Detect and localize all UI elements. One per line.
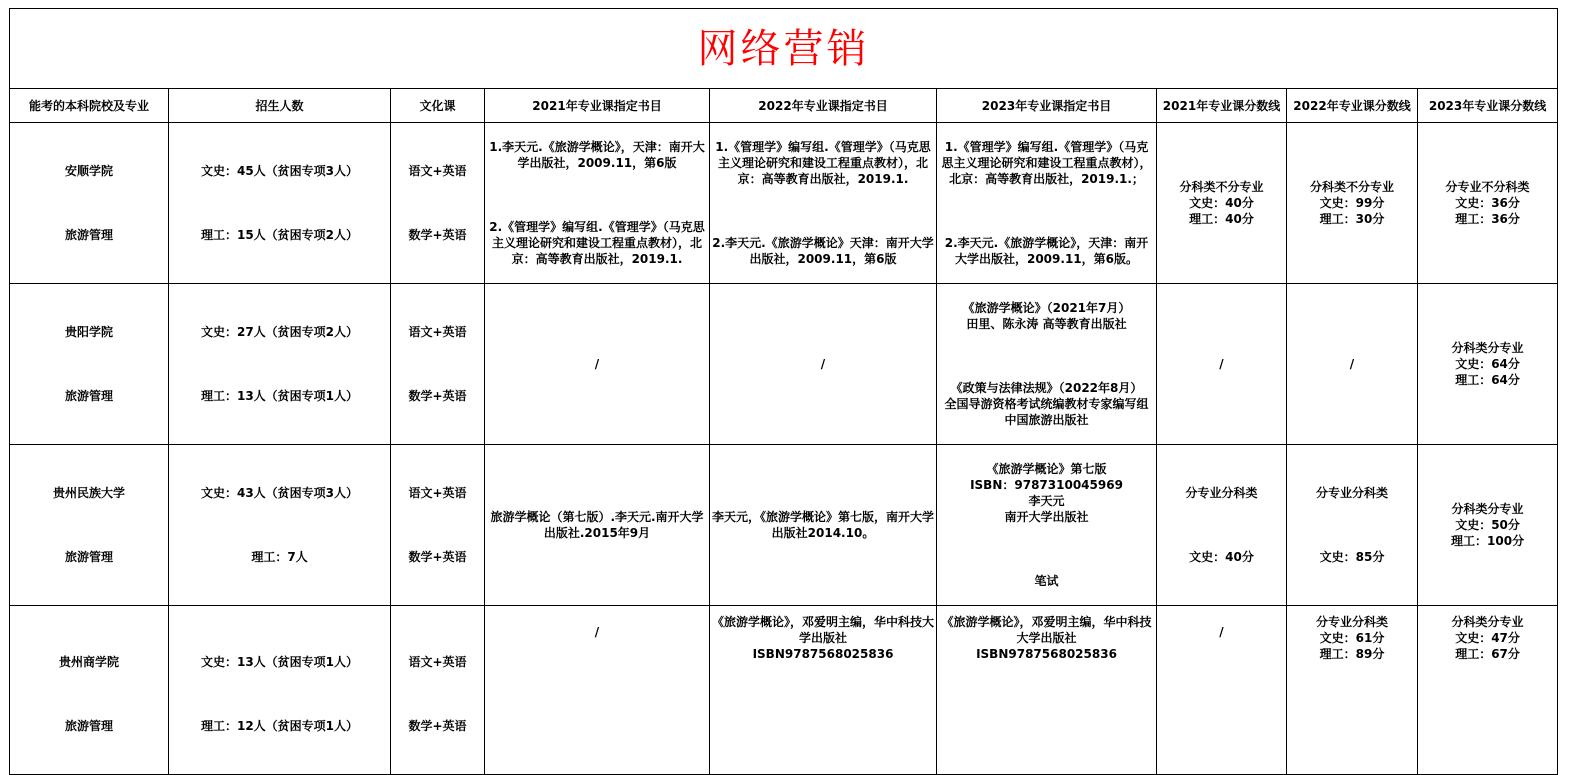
major-name: 旅游管理 — [64, 719, 113, 733]
course-cell — [391, 445, 485, 606]
spreadsheet — [9, 8, 1567, 733]
school-name: 贵州商学院 — [58, 655, 119, 669]
school-name: 贵州民族大学 — [52, 486, 125, 500]
score-2023-cell: 分科类分专业 文史：64分 理工：64分 — [1418, 284, 1558, 445]
books-2022-cell: / — [710, 284, 937, 445]
plan-wen: 文史：27人（贫困专项2人） — [200, 325, 359, 339]
score-2021-type: 分专业分科类 — [1185, 486, 1258, 500]
score-2021-cell: 分科类不分专业 文史：40分 理工：40分 — [1157, 123, 1287, 284]
books-2022-item: 2.李天元.《旅游学概论》天津：南开大学出版社，2009.11，第6版 — [712, 236, 934, 266]
score-2022-cell: 分专业分科类 文史：61分 理工：89分 — [1287, 606, 1418, 775]
score-2022-cell: / — [1287, 284, 1418, 445]
books-2023-cell — [937, 123, 1157, 284]
books-2023-item: 笔试 — [1034, 574, 1059, 588]
header-score-2021: 2021年专业课分数线 — [1157, 89, 1287, 123]
books-2021-item: 1.李天元.《旅游学概论》，天津：南开大学出版社，2009.11，第6版 — [489, 140, 705, 170]
score-2021-cell — [1157, 445, 1287, 606]
score-2022-type: 分专业分科类 — [1315, 486, 1388, 500]
books-2022-cell: 《旅游学概论》，邓爱明主编，华中科技大学出版社 ISBN9787568025836 — [710, 606, 937, 775]
score-2021-cell: / — [1157, 606, 1287, 775]
plan-wen: 文史：45人（贫困专项3人） — [200, 164, 359, 178]
header-score-2023: 2023年专业课分数线 — [1418, 89, 1558, 123]
school-name: 安顺学院 — [64, 164, 113, 178]
plan-li: 理工：13人（贫困专项1人） — [200, 389, 359, 403]
header-row — [10, 89, 1558, 123]
books-2021-cell: / — [485, 606, 710, 775]
header-plan: 招生人数 — [169, 89, 391, 123]
major-name: 旅游管理 — [64, 389, 113, 403]
course-li: 数学+英语 — [408, 719, 467, 733]
books-2023-item: 2.李天元.《旅游学概论》，天津：南开大学出版社，2009.11，第6版。 — [944, 236, 1149, 266]
course-wen: 语文+英语 — [408, 486, 467, 500]
table-row — [10, 445, 1558, 606]
admission-table — [9, 8, 1558, 775]
table-row — [10, 606, 1558, 775]
course-cell — [391, 606, 485, 775]
plan-cell — [169, 606, 391, 775]
plan-li: 理工：12人（贫困专项1人） — [200, 719, 359, 733]
header-school: 能考的本科院校及专业 — [10, 89, 169, 123]
books-2023-item: 1.《管理学》编写组.《管理学》（马克思主义理论研究和建设工程重点教材），北京：高等教育出版社，2019.1.； — [941, 140, 1152, 186]
course-li: 数学+英语 — [408, 228, 467, 242]
school-cell — [10, 123, 169, 284]
books-2022-cell: 李天元，《旅游学概论》第七版，南开大学出版社2014.10。 — [710, 445, 937, 606]
header-score-2022: 2022年专业课分数线 — [1287, 89, 1418, 123]
course-li: 数学+英语 — [408, 389, 467, 403]
score-2023-cell: 分科类分专业 文史：50分 理工：100分 — [1418, 445, 1558, 606]
score-2021-value: 文史：40分 — [1189, 550, 1254, 564]
header-books-2022: 2022年专业课指定书目 — [710, 89, 937, 123]
score-2022-value: 文史：85分 — [1319, 550, 1385, 564]
books-2023-item: 《政策与法律法规》（2022年8月） 全国导游资格考试统编教材专家编写组 中国旅游出版社 — [944, 381, 1149, 427]
books-2022-cell — [710, 123, 937, 284]
plan-cell — [169, 284, 391, 445]
plan-wen: 文史：43人（贫困专项3人） — [200, 486, 359, 500]
books-2023-cell — [937, 445, 1157, 606]
course-wen: 语文+英语 — [408, 655, 467, 669]
school-cell — [10, 606, 169, 775]
plan-cell — [169, 123, 391, 284]
school-cell — [10, 284, 169, 445]
course-cell — [391, 284, 485, 445]
header-books-2023: 2023年专业课指定书目 — [937, 89, 1157, 123]
course-li: 数学+英语 — [408, 550, 467, 564]
books-2022-item: 1.《管理学》编写组.《管理学》（马克思主义理论研究和建设工程重点教材），北京：高等教育出版社，2019.1. — [715, 140, 931, 186]
page-title: 网络营销 — [10, 9, 1558, 89]
books-2023-item: 《旅游学概论》（2021年7月） 田里、陈永涛 高等教育出版社 — [962, 301, 1131, 331]
score-2021-cell: / — [1157, 284, 1287, 445]
header-books-2021: 2021年专业课指定书目 — [485, 89, 710, 123]
books-2021-cell: / — [485, 284, 710, 445]
score-2023-cell: 分科类分专业 文史：47分 理工：67分 — [1418, 606, 1558, 775]
plan-wen: 文史：13人（贫困专项1人） — [200, 655, 359, 669]
score-2023-cell: 分专业不分科类 文史：36分 理工：36分 — [1418, 123, 1558, 284]
score-2022-cell — [1287, 445, 1418, 606]
plan-cell — [169, 445, 391, 606]
books-2021-item: 2.《管理学》编写组.《管理学》（马克思主义理论研究和建设工程重点教材），北京：高等教育出版社，2019.1. — [489, 220, 705, 266]
major-name: 旅游管理 — [64, 228, 113, 242]
major-name: 旅游管理 — [64, 550, 113, 564]
books-2021-cell — [485, 123, 710, 284]
table-row — [10, 284, 1558, 445]
books-2021-cell: 旅游学概论（第七版）.李天元.南开大学出版社.2015年9月 — [485, 445, 710, 606]
table-row — [10, 123, 1558, 284]
course-wen: 语文+英语 — [408, 164, 467, 178]
books-2023-cell: 《旅游学概论》，邓爱明主编，华中科技大学出版社 ISBN9787568025836 — [937, 606, 1157, 775]
header-course: 文化课 — [391, 89, 485, 123]
course-cell — [391, 123, 485, 284]
school-cell — [10, 445, 169, 606]
score-2022-cell: 分科类不分专业 文史：99分 理工：30分 — [1287, 123, 1418, 284]
plan-li: 理工：7人 — [251, 550, 308, 564]
school-name: 贵阳学院 — [64, 325, 113, 339]
books-2023-item: 《旅游学概论》第七版 ISBN：9787310045969 李天元 南开大学出版社 — [970, 462, 1123, 524]
books-2023-cell — [937, 284, 1157, 445]
course-wen: 语文+英语 — [408, 325, 467, 339]
plan-li: 理工：15人（贫困专项2人） — [200, 228, 359, 242]
